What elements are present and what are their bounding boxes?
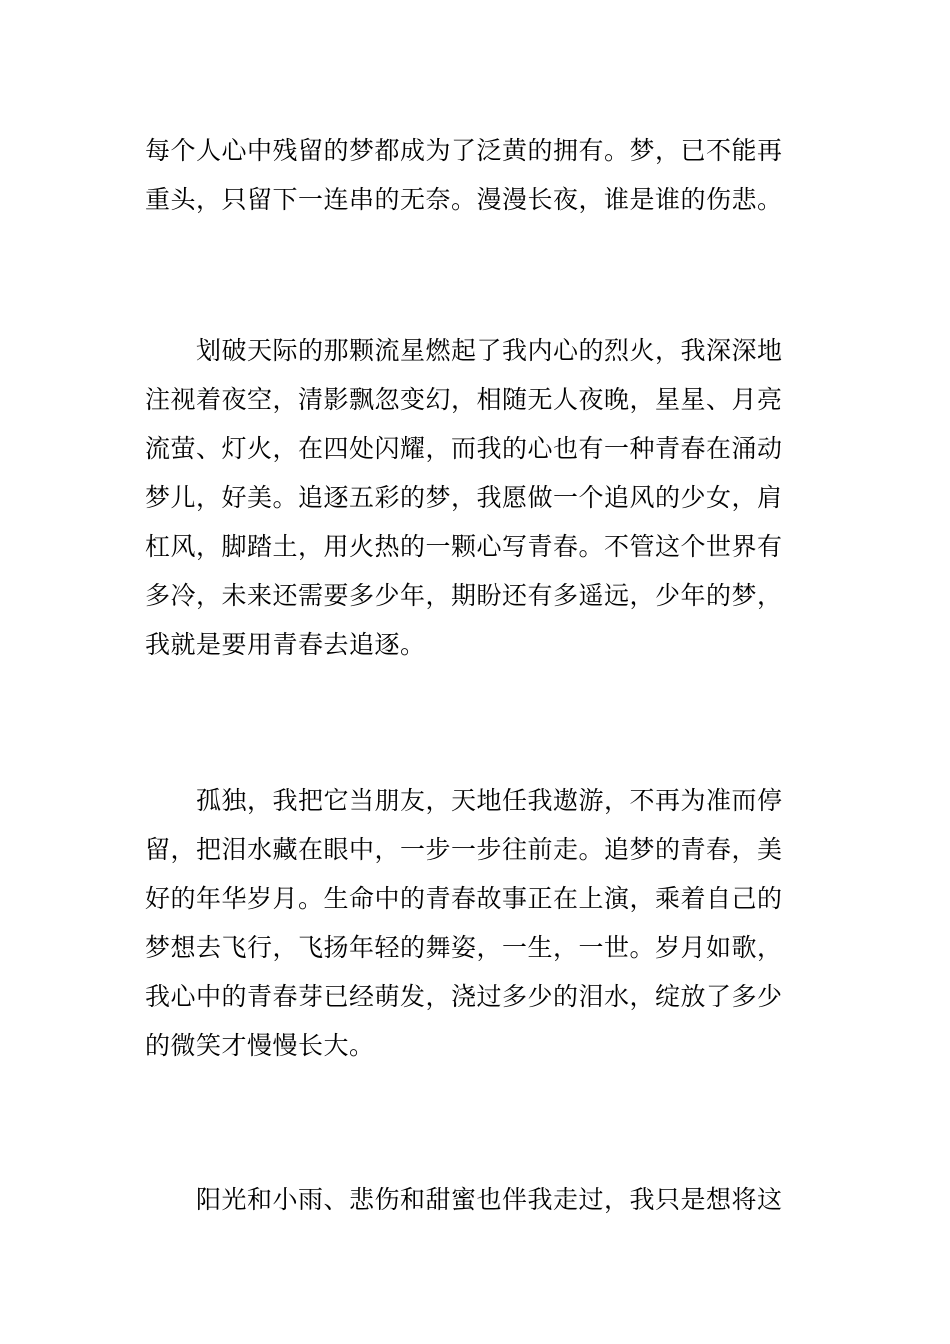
text-line: 每个人心中残留的梦都成为了泛黄的拥有。梦，已不能再 (145, 136, 783, 165)
text-line: 梦儿，好美。追逐五彩的梦，我愿做一个追风的少女，肩 (145, 483, 783, 512)
text-line: 阳光和小雨、悲伤和甜蜜也伴我走过，我只是想将这 (145, 1185, 783, 1214)
text-line: 我心中的青春芽已经萌发，浇过多少的泪水，绽放了多少 (145, 982, 783, 1011)
text-line: 流萤、灯火，在四处闪耀，而我的心也有一种青春在涌动 (145, 434, 783, 463)
text-line: 注视着夜空，清影飘忽变幻，相随无人夜晚，星星、月亮 (145, 385, 783, 414)
text-line: 梦想去飞行，飞扬年轻的舞姿，一生，一世。岁月如歌， (145, 933, 783, 962)
text-line: 重头，只留下一连串的无奈。漫漫长夜，谁是谁的伤悲。 (145, 185, 783, 214)
paragraph-4 (145, 1175, 825, 1224)
text-line: 杠风，脚踏土，用火热的一颗心写青春。不管这个世界有 (145, 532, 783, 561)
paragraph-3 (145, 776, 825, 1070)
paragraph-2 (145, 326, 825, 669)
text-line: 划破天际的那颗流星燃起了我内心的烈火，我深深地 (145, 336, 783, 365)
text-line: 孤独，我把它当朋友，天地任我遨游，不再为准而停 (145, 786, 783, 815)
text-line: 的微笑才慢慢长大。 (145, 1031, 375, 1060)
paragraph-1 (145, 126, 825, 224)
text-line: 多冷，未来还需要多少年，期盼还有多遥远，少年的梦， (145, 581, 783, 610)
text-line: 我就是要用青春去追逐。 (145, 630, 426, 659)
text-line: 好的年华岁月。生命中的青春故事正在上演，乘着自己的 (145, 884, 783, 913)
text-line: 留，把泪水藏在眼中，一步一步往前走。追梦的青春，美 (145, 835, 783, 864)
